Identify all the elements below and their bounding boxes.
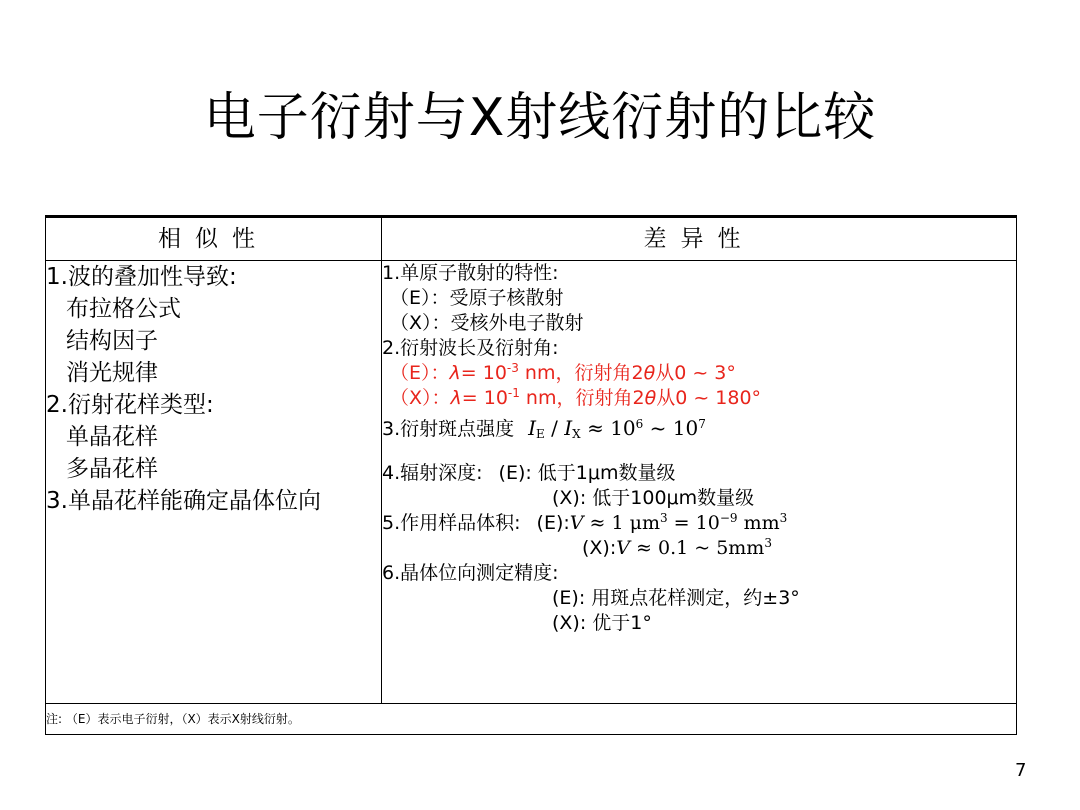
formula-var: V bbox=[616, 537, 630, 559]
slide-title: 电子衍射与X射线衍射的比较 bbox=[203, 88, 877, 148]
difference-6-xray: (X): 优于1° bbox=[552, 612, 652, 634]
difference-5-xray bbox=[382, 536, 1016, 561]
theta-symbol: θ bbox=[644, 387, 657, 409]
difference-3 bbox=[382, 411, 1016, 451]
difference-2-electron bbox=[382, 361, 1016, 386]
header-similarities: 相似性 bbox=[46, 217, 382, 261]
difference-4-electron: (E): 低于1μm数量级 bbox=[498, 462, 676, 484]
d2-x-exponent: -1 bbox=[507, 386, 520, 400]
formula-sub: E bbox=[536, 427, 545, 441]
formula-op: ≈ 10 bbox=[580, 416, 636, 440]
similarity-item-2: 2.衍射花样类型: bbox=[46, 392, 214, 418]
formula-op: / bbox=[544, 416, 565, 440]
d2-x-rest: nm，衍射角2 bbox=[519, 387, 645, 409]
d5-x-label: (X): bbox=[582, 537, 617, 559]
d2-e-range: 从0 ~ 3° bbox=[655, 362, 736, 384]
formula-exp: 7 bbox=[698, 417, 706, 431]
difference-1-title: 1.单原子散射的特性: bbox=[382, 262, 559, 284]
formula-op: mm bbox=[737, 512, 780, 534]
difference-5 bbox=[382, 511, 1016, 536]
difference-1-electron: （E）：受原子核散射 bbox=[390, 287, 564, 309]
comparison-table bbox=[45, 215, 1017, 735]
difference-5-title: 5.作用样品体积: bbox=[382, 512, 521, 534]
volume-formula-x bbox=[616, 537, 772, 559]
difference-6-title: 6.晶体位向测定精度: bbox=[382, 562, 559, 584]
table-header-row bbox=[46, 217, 1017, 261]
similarity-item-3: 3.单晶花样能确定晶体位向 bbox=[46, 488, 321, 514]
similarity-sub-item: 多晶花样 bbox=[66, 456, 158, 482]
table-body-row bbox=[46, 261, 1017, 704]
d2-x-range: 从0 ~ 180° bbox=[656, 387, 762, 409]
d5-e-label: (E): bbox=[536, 512, 570, 534]
formula-exp: 3 bbox=[779, 511, 788, 525]
similarity-sub-item: 结构因子 bbox=[66, 328, 158, 354]
formula-var: V bbox=[569, 512, 584, 534]
intensity-formula bbox=[528, 416, 706, 440]
formula-op: ≈ 1 μm bbox=[583, 512, 660, 534]
similarity-sub-item: 布拉格公式 bbox=[66, 296, 181, 322]
header-differences: 差异性 bbox=[382, 217, 1017, 261]
page-number: 7 bbox=[1015, 760, 1027, 781]
d2-e-prefix: （E）： bbox=[390, 362, 450, 384]
formula-op: ~ 10 bbox=[643, 416, 699, 440]
differences-cell bbox=[382, 261, 1017, 704]
formula-var: I bbox=[528, 416, 537, 440]
formula-exp: 3 bbox=[660, 511, 668, 525]
d2-e-eq: = 10 bbox=[460, 362, 507, 384]
difference-4-title: 4.辐射深度: bbox=[382, 462, 483, 484]
table-note-row bbox=[46, 704, 1017, 735]
lambda-symbol: λ bbox=[450, 387, 462, 409]
difference-4-xray: (X): 低于100μm数量级 bbox=[552, 487, 755, 509]
formula-op: ≈ 0.1 ~ 5mm bbox=[629, 537, 765, 559]
formula-sub: X bbox=[572, 427, 581, 441]
similarity-sub-item: 消光规律 bbox=[66, 360, 158, 386]
similarity-item-1: 1.波的叠加性导致: bbox=[46, 264, 237, 290]
difference-4 bbox=[382, 461, 1016, 486]
difference-2-xray bbox=[382, 386, 1016, 411]
formula-exp: 3 bbox=[764, 536, 772, 550]
formula-var: I bbox=[564, 416, 573, 440]
d2-x-eq: = 10 bbox=[461, 387, 508, 409]
theta-symbol: θ bbox=[643, 362, 656, 384]
d2-e-exponent: -3 bbox=[506, 361, 519, 375]
similarity-sub-item: 单晶花样 bbox=[66, 424, 158, 450]
formula-exp: −9 bbox=[719, 511, 738, 525]
lambda-symbol: λ bbox=[449, 362, 461, 384]
table-note: 注: （E）表示电子衍射，（X）表示X射线衍射。 bbox=[46, 704, 1017, 735]
formula-exp: 6 bbox=[635, 417, 644, 431]
d2-e-rest: nm，衍射角2 bbox=[518, 362, 644, 384]
difference-3-title: 3.衍射斑点强度 bbox=[382, 418, 515, 440]
volume-formula-e bbox=[570, 512, 787, 534]
difference-6-electron: (E): 用斑点花样测定，约±3° bbox=[552, 587, 800, 609]
formula-op: = 10 bbox=[667, 512, 720, 534]
difference-2-title: 2.衍射波长及衍射角: bbox=[382, 337, 559, 359]
d2-x-prefix: （X）： bbox=[390, 387, 451, 409]
difference-1-xray: （X）：受核外电子散射 bbox=[390, 312, 584, 334]
similarities-cell bbox=[46, 261, 382, 704]
